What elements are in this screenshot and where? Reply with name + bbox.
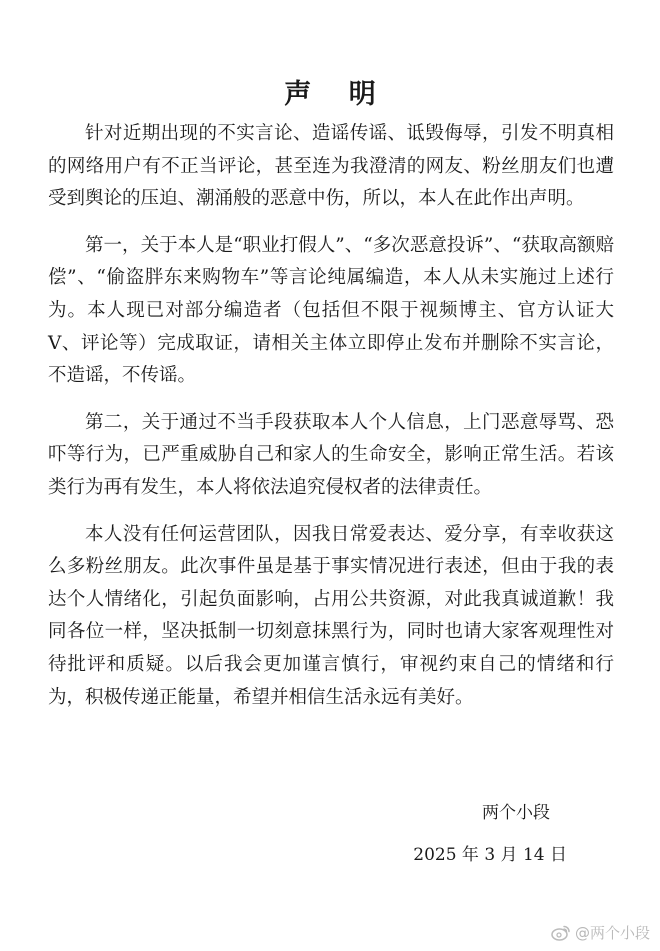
weibo-watermark — [551, 921, 650, 943]
watermark-text: @两个小段 — [574, 923, 650, 942]
paragraph-intro: 针对近期出现的不实言论、造谣传谣、诋毁侮辱，引发不明真相的网络用户有不正当评论，甚至连为我澄清的网友、粉丝朋友们也遭受到舆论的压迫、潮涌般的恶意中伤，所以，本人在此作出声明。 — [48, 123, 614, 210]
signature: 两个小段 — [482, 803, 550, 823]
paragraph-second: 第二，关于通过不当手段获取本人个人信息，上门恶意辱骂、恐吓等行为，已严重威胁自己和家人的生命安全，影响正常生活。若该类行为再有发生，本人将依法追究侵权者的法律责任。 — [48, 411, 614, 498]
weibo-icon — [551, 924, 571, 941]
paragraph-apology: 本人没有任何运营团队，因我日常爱表达、爱分享，有幸收获这么多粉丝朋友。此次事件虽是基于事实情况进行表述，但由于我的表达个人情绪化，引起负面影响，占用公共资源，对此我真诚道歉！我同各位一样，坚决抵制一切刻意抹黑行为，同时也请大家客观理性对待批评和质疑。以后我会更加谨言慎行，审视约束自己的情绪和行为，积极传递正能量，希望并相信生活永远有美好。 — [48, 523, 614, 708]
paragraph-first: 第一，关于本人是“职业打假人”、“多次恶意投诉”、“获取高额赔偿”、“偷盗胖东来购物车”等言论纯属编造，本人从未实施过上述行为。本人现已对部分编造者（包括但不限于视频博主、官方认证大V、评论等）完成取证，请相关主体立即停止发布并删除不实言论，不造谣，不传谣。 — [48, 234, 614, 387]
document-date: 2025 年 3 月 14 日 — [413, 845, 567, 865]
document-title: 声 明 — [284, 79, 390, 110]
document-body — [48, 118, 614, 728]
